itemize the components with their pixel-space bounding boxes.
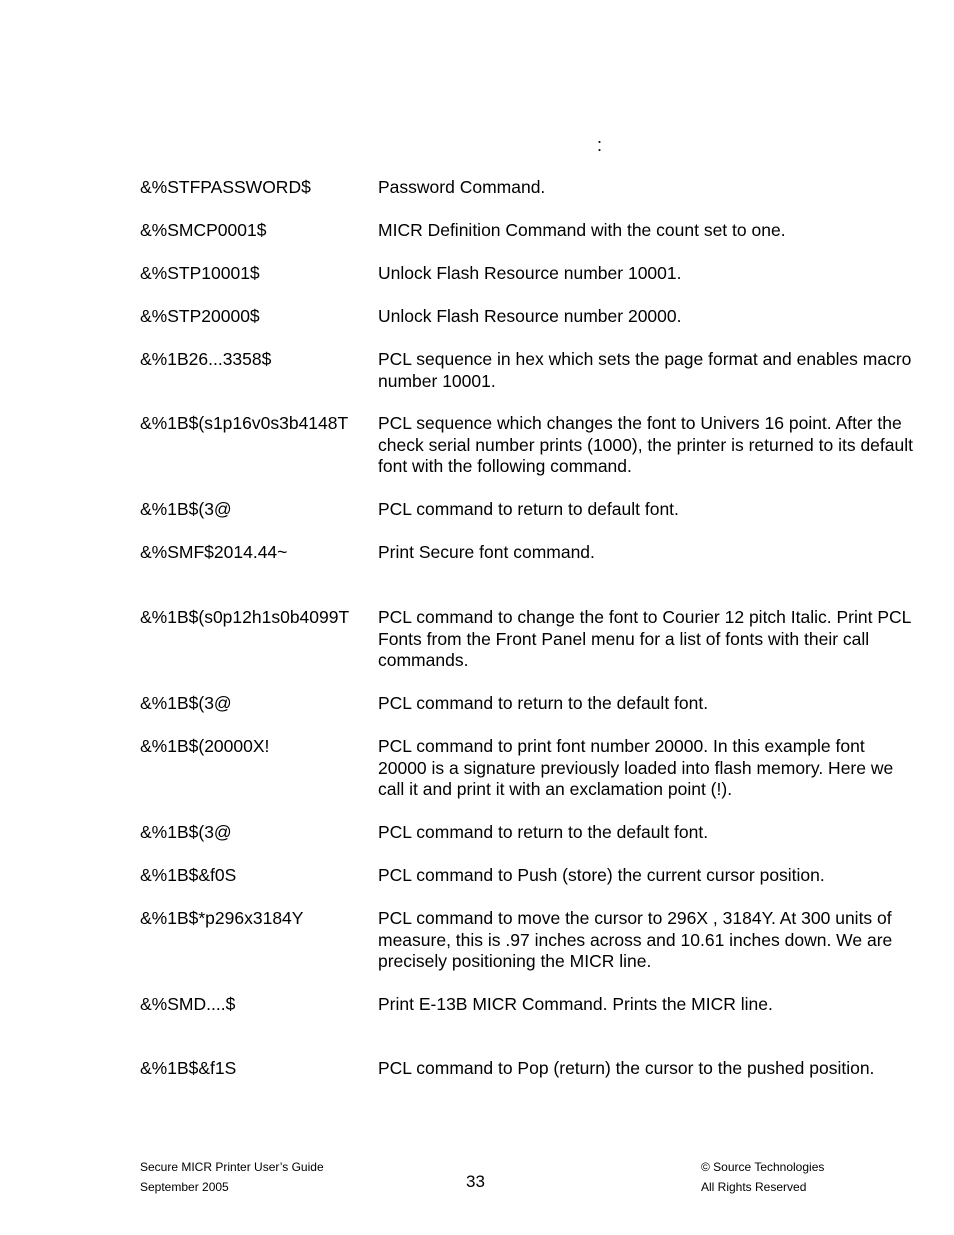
command-description: PCL command to return to the default font. (378, 822, 709, 842)
command-code: &%SMCP0001$ (140, 220, 267, 240)
command-description: PCL command to move the cursor to 296X , 3184Y. At 300 units of measure, this is .97 inches across and 10.61 inches down. We are precisely positioning the MICR line. (378, 908, 893, 971)
command-code: &%SMF$2014.44~ (140, 542, 288, 562)
footer-rights: All Rights Reserved (701, 1180, 807, 1194)
footer-right (701, 1157, 824, 1197)
command-description: Print E-13B MICR Command. Prints the MICR line. (378, 994, 773, 1014)
command-code: &%STFPASSWORD$ (140, 177, 311, 197)
command-code: &%1B$&f1S (140, 1058, 237, 1078)
command-description: PCL command to return to default font. (378, 499, 679, 519)
footer-copyright: © Source Technologies (701, 1160, 825, 1174)
command-code: &%1B$(20000X! (140, 736, 270, 756)
command-description: Password Command. (378, 177, 546, 197)
command-description: Print Secure font command. (378, 542, 595, 562)
command-code: &%SMD....$ (140, 994, 236, 1014)
footer-left (140, 1157, 324, 1197)
heading-colon: : (597, 135, 603, 155)
command-description: Unlock Flash Resource number 10001. (378, 263, 682, 283)
command-description: PCL command to print font number 20000. In this example font 20000 is a signature previously loaded into flash memory. Here we call it and print it with an exclamation point (!). (378, 736, 894, 799)
command-code: &%1B$&f0S (140, 865, 237, 885)
command-code: &%STP10001$ (140, 263, 260, 283)
command-code: &%1B$(s0p12h1s0b4099T (140, 607, 350, 627)
command-description: PCL command to change the font to Courier 12 pitch Italic. Print PCL Fonts from the Front Panel menu for a list of fonts with their call commands. (378, 607, 911, 670)
footer-date: September 2005 (140, 1180, 229, 1194)
command-description: Unlock Flash Resource number 20000. (378, 306, 682, 326)
command-code: &%1B$(3@ (140, 693, 232, 713)
command-description: PCL command to Push (store) the current cursor position. (378, 865, 825, 885)
command-code: &%1B$(3@ (140, 499, 232, 519)
command-description: PCL command to Pop (return) the cursor to the pushed position. (378, 1058, 875, 1078)
command-code: &%1B$(3@ (140, 822, 232, 842)
command-description: MICR Definition Command with the count set to one. (378, 220, 786, 240)
command-code: &%1B$(s1p16v0s3b4148T (140, 413, 349, 433)
command-description: PCL sequence in hex which sets the page format and enables macro number 10001. (378, 349, 912, 391)
command-description: PCL command to return to the default font. (378, 693, 709, 713)
command-code: &%1B26...3358$ (140, 349, 272, 369)
footer-guide-title: Secure MICR Printer User’s Guide (140, 1160, 324, 1174)
command-code: &%STP20000$ (140, 306, 260, 326)
command-code: &%1B$*p296x3184Y (140, 908, 304, 928)
page-number: 33 (466, 1172, 485, 1191)
command-description: PCL sequence which changes the font to Univers 16 point. After the check serial number prints (1000), the printer is returned to its default font with the following command. (378, 413, 913, 476)
